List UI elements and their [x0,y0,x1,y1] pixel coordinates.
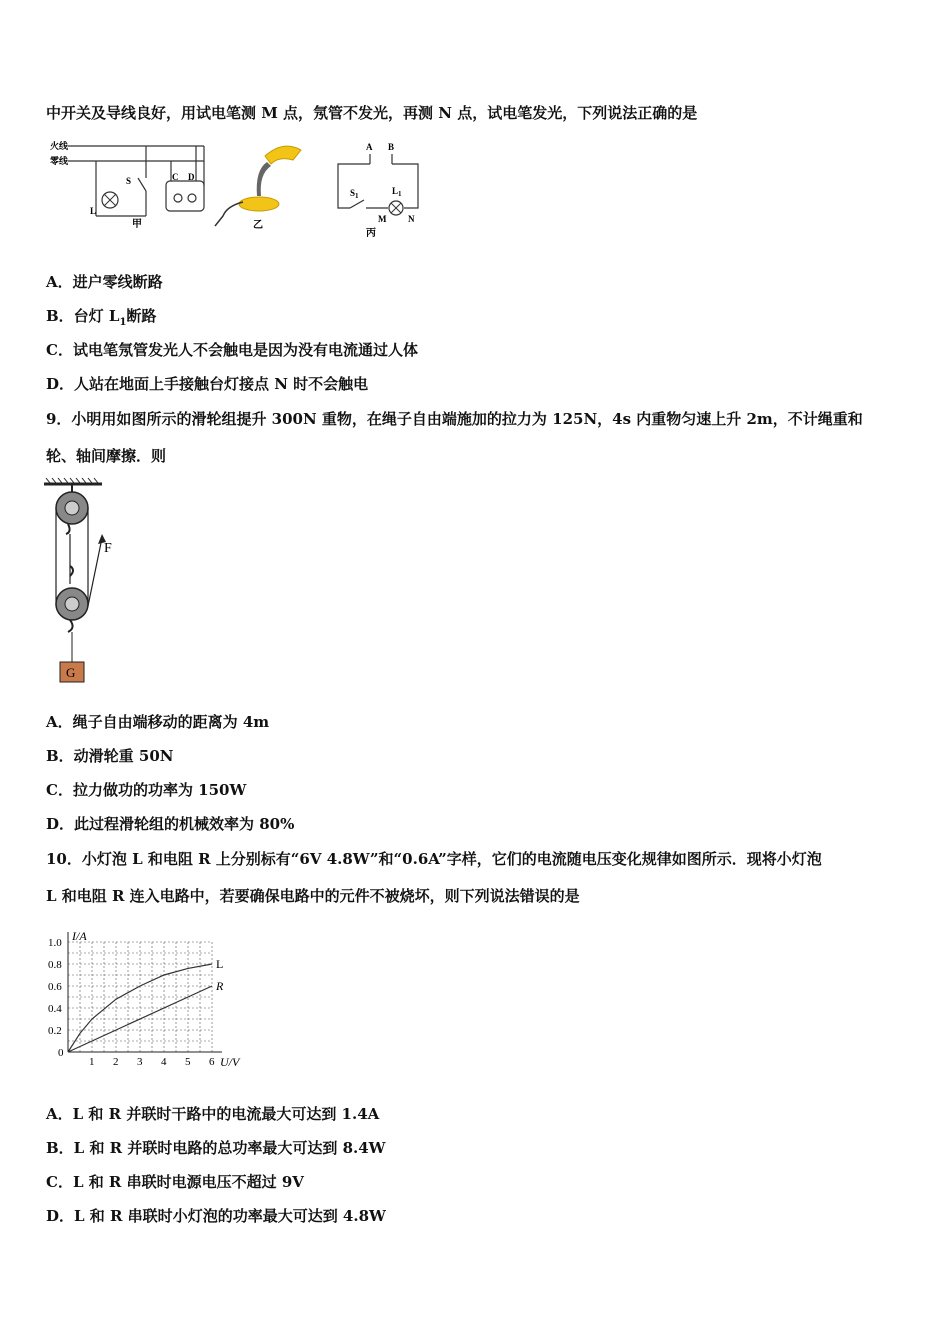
q8-option-c: C．试电笔氖管发光人不会触电是因为没有电流通过人体 [46,341,418,359]
q9-option-c: C．拉力做功的功率为 150W [46,781,247,799]
switch-label: S [126,176,132,186]
x-tick-label: 2 [113,1056,119,1068]
fixed-pulley-icon [56,485,88,534]
q8-option-b [46,305,156,328]
lamp-label: L [90,206,97,216]
x-tick-label: 1 [89,1056,95,1068]
point-b-label: B [388,142,395,152]
figure-caption-bing: 丙 [366,228,376,239]
q9-option-d: D．此过程滑轮组的机械效率为 80% [46,815,295,833]
series-label-L: L [216,957,224,971]
weight-label: G [66,665,76,680]
y-tick-label: 0.8 [48,959,62,971]
q8-option-b-pre: B．台灯 L [46,307,120,325]
lamp-symbol-icon [389,201,403,215]
q10-stem-line2: L 和电阻 R 连入电路中，若要确保电路中的元件不被烧坏，则下列说法错误的是 [46,887,580,905]
point-a-label: A [366,142,373,152]
q8-option-a: A．进户零线断路 [46,273,163,291]
q9-stem-line1: 9．小明用如图所示的滑轮组提升 300N 重物，在绳子自由端施加的拉力为 125N，4s 内重物匀速上升 2m，不计绳重和 [46,410,863,428]
q8-option-b-sub: 1 [119,317,127,328]
switch-s1-label: $S_1$ [350,188,359,200]
point-n-label: N [408,214,415,224]
q9-pulley-figure [40,476,130,686]
q10-stem-line1: 10．小灯泡 L 和电阻 R 上分别标有“6V 4.8W”和“0.6A”字样，它们的电流随电压变化规律如图所示．现将小灯泡 [46,850,822,868]
q8-stem: 中开关及导线良好，用试电笔测 M 点，氖管不发光，再测 N 点，试电笔发光，下列说法正确的是 [46,104,698,122]
neutral-wire-label: 零线 [50,156,69,166]
q10-option-c: C．L 和 R 串联时电源电压不超过 9V [46,1173,304,1191]
q10-option-d: D．L 和 R 串联时小灯泡的功率最大可达到 4.8W [46,1207,386,1225]
q10-option-b: B．L 和 R 并联时电路的总功率最大可达到 8.4W [46,1139,386,1157]
series-label-R: R [216,979,224,993]
desk-lamp-icon [215,146,301,226]
y-tick-label: 0.6 [48,981,62,993]
q10-option-a: A．L 和 R 并联时干路中的电流最大可达到 1.4A [46,1105,380,1123]
x-tick-label: 6 [209,1056,215,1068]
socket-c-label: C [172,172,179,182]
q8-figure-jia [46,136,211,231]
socket-d-label: D [188,172,195,182]
q10-iu-chart [44,920,259,1070]
y-tick-label: 0.4 [48,1003,62,1015]
q9-option-b: B．动滑轮重 50N [46,747,174,765]
live-wire-label: 火线 [50,141,69,151]
ceiling-support-icon [44,478,102,484]
chart-ticks [48,937,215,1068]
q9-option-a: A．绳子自由端移动的距离为 4m [46,713,270,731]
x-tick-label: 5 [185,1056,191,1068]
x-axis-label: U/V [220,1055,240,1069]
x-tick-label: 3 [137,1056,143,1068]
point-m-label: M [378,214,387,224]
movable-pulley-icon [56,566,88,662]
q8-option-d: D．人站在地面上手接触台灯接点 N 时不会触电 [46,375,369,393]
q8-option-b-post: 断路 [126,307,157,325]
chart-grid [68,942,212,1052]
lamp-l1-label: $L_1$ [392,186,402,198]
x-tick-label: 4 [161,1056,167,1068]
figure-caption-jia: 甲 [132,219,142,230]
y-tick-label: 1.0 [48,937,62,949]
y-axis-label: I/A [72,929,87,943]
y-tick-label: 0.2 [48,1025,62,1037]
q9-stem-line2: 轮、轴间摩擦．则 [46,447,167,465]
figure-caption-yi: 乙 [253,220,263,231]
origin-label: 0 [58,1047,64,1059]
force-label: F [104,541,112,556]
q8-figure-yi [205,136,310,231]
chart-series [68,957,224,1052]
lamp-symbol-icon [102,192,118,208]
q8-figure-bing [330,136,430,241]
